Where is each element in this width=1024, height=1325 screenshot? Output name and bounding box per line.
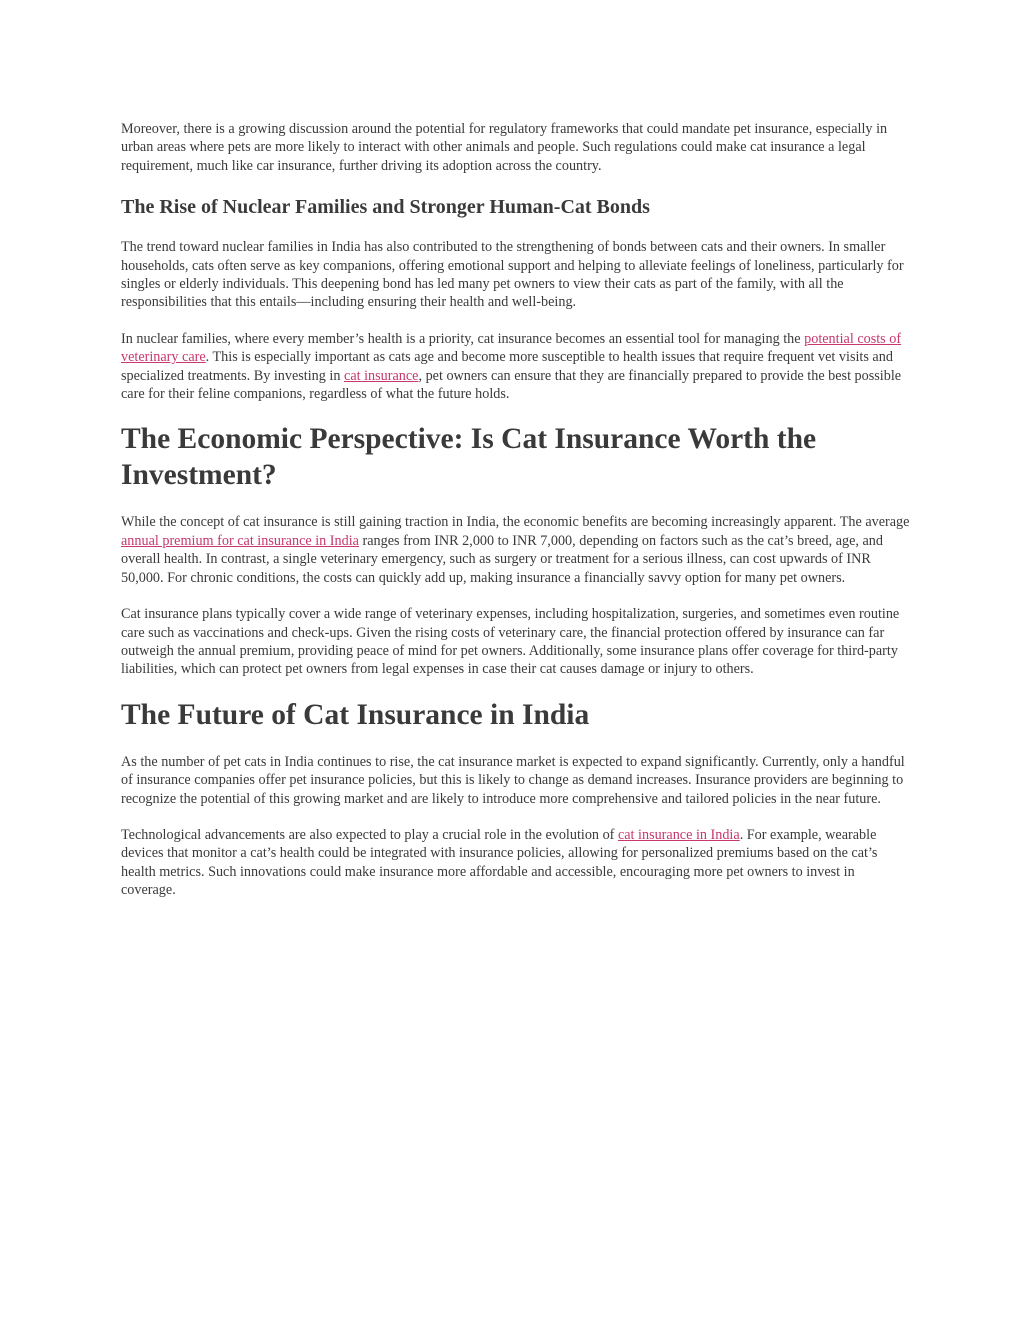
link-veterinary-costs[interactable]: potential costs of veterinary care	[121, 330, 902, 366]
text-span: . For example, wearable devices that monitor a cat’s health could be integrated with insurance policies, allowing for personalized premiums based on the cat’s health metrics. Such innovations could make insurance more affordable and accessible, encouraging more pet owners to invest in coverage.	[121, 826, 878, 899]
text-span: Technological advancements are also expected to play a crucial role in the evolution of	[121, 826, 618, 843]
article-body	[121, 120, 911, 918]
nuclear-families-paragraph-1: The trend toward nuclear families in India has also contributed to the strengthening of bonds between cats and their owners. In smaller households, cats often serve as key companions, offering emotional support and helping to alleviate feelings of loneliness, particularly for singles or elderly individuals. This deepening bond has led many pet owners to view their cats as part of the family, with all the responsibilities that this entails—including ensuring their health and well-being.	[121, 239, 904, 311]
text-span: ranges from INR 2,000 to INR 7,000, depending on factors such as the cat’s breed, age, and overall health. In contrast, a single veterinary emergency, such as surgery or treatment for a serious illness, can cost upwards of INR 50,000. For chronic conditions, the costs can quickly add up, making insurance a financially savvy option for many pet owners.	[121, 532, 883, 586]
link-annual-premium[interactable]: annual premium for cat insurance in India	[121, 532, 359, 549]
intro-paragraph: Moreover, there is a growing discussion around the potential for regulatory frameworks that could mandate pet insurance, especially in urban areas where pets are more likely to interact with other animals and people. Such regulations could make cat insurance a legal requirement, much like car insurance, further driving its adoption across the country.	[121, 121, 888, 174]
section-heading-economic-perspective: The Economic Perspective: Is Cat Insurance Worth the Investment?	[121, 423, 817, 492]
economic-paragraph-1	[121, 513, 911, 587]
economic-paragraph-2: Cat insurance plans typically cover a wide range of veterinary expenses, including hospitalization, surgeries, and sometimes even routine care such as vaccinations and check-ups. Given the rising costs of veterinary care, the financial protection offered by insurance can far outweigh the annual premium, providing peace of mind for pet owners. Additionally, some insurance plans offer coverage for third-party liabilities, which can protect pet owners from legal expenses in case their cat causes damage or injury to others.	[121, 606, 900, 678]
text-span: , pet owners can ensure that they are financially prepared to provide the best possible care for their feline companions, regardless of what the future holds.	[121, 367, 902, 403]
text-span: . This is especially important as cats age and become more susceptible to health issues that require frequent vet visits and specialized treatments. By investing in	[121, 349, 893, 384]
section-heading-future: The Future of Cat Insurance in India	[121, 698, 590, 731]
link-cat-insurance[interactable]: cat insurance	[344, 367, 419, 384]
future-paragraph-1: As the number of pet cats in India continues to rise, the cat insurance market is expected to expand significantly. Currently, only a handful of insurance companies offer pet insurance policies, but this is likely to change as demand increases. Insurance providers are beginning to recognize the potential of this growing market and are likely to introduce more comprehensive and tailored policies in the near future.	[121, 753, 905, 807]
link-cat-insurance-india[interactable]: cat insurance in India	[617, 826, 740, 843]
future-paragraph-2	[121, 826, 911, 900]
text-span: While the concept of cat insurance is still gaining traction in India, the economic benefits are becoming increasingly apparent. The average	[121, 514, 910, 531]
nuclear-families-paragraph-2	[121, 330, 911, 404]
section-heading-nuclear-families: The Rise of Nuclear Families and Stronger Human-Cat Bonds	[121, 196, 650, 219]
text-span: In nuclear families, where every member’s health is a priority, cat insurance becomes an essential tool for managing the	[121, 330, 805, 347]
